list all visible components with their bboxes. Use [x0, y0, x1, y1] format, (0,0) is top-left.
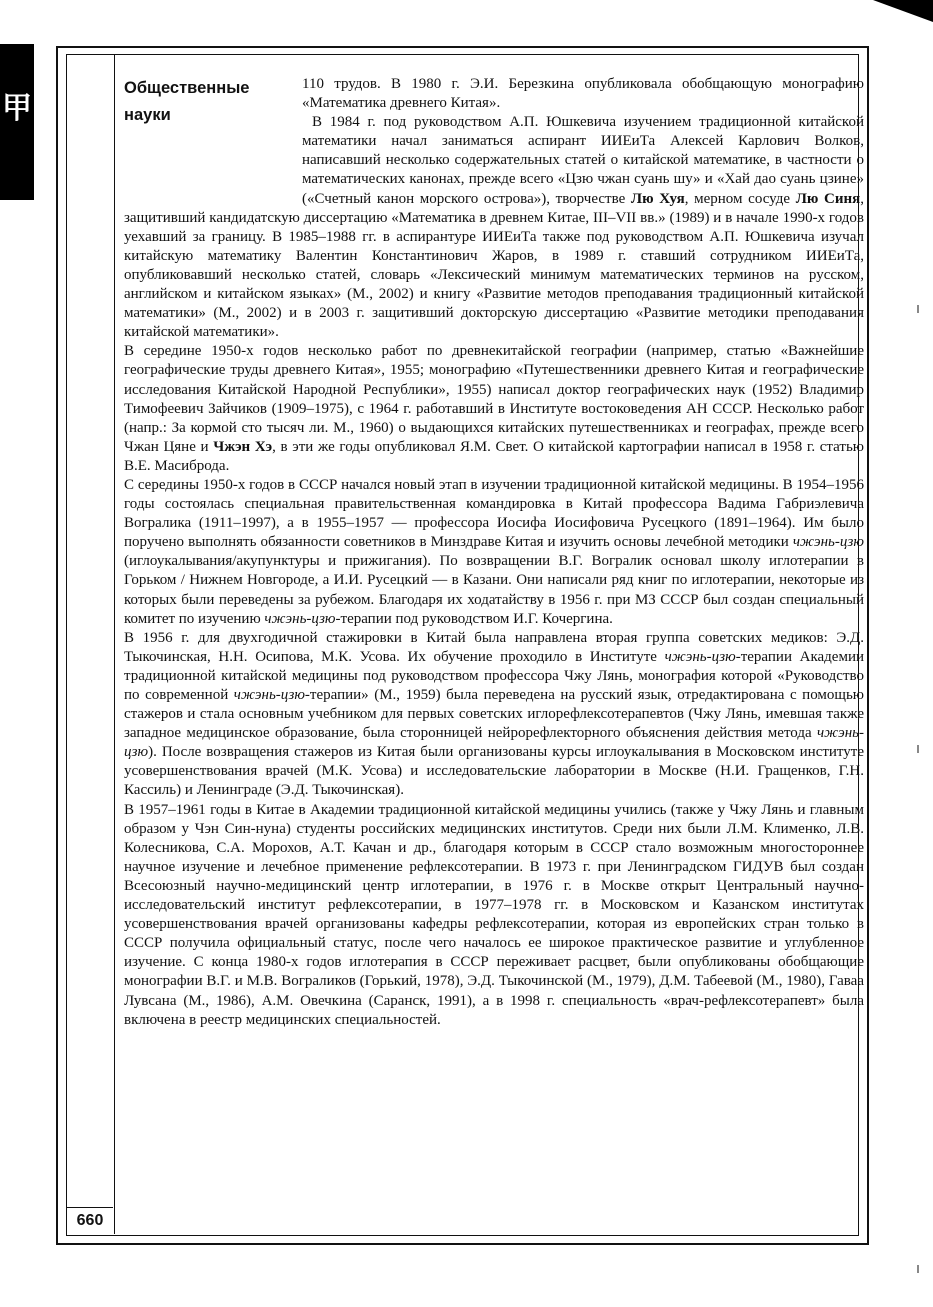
- italic-term: чжэнь-цзю: [233, 687, 305, 703]
- scan-speck: [917, 305, 919, 313]
- section-heading: [124, 75, 302, 193]
- paragraph: [124, 476, 864, 629]
- text-run: В середине 1950-х годов несколько работ по древнекитайской географии (например, статью «Важнейшие географические труды древнего Китая», 1955; монографию «Путешественники древнего Китая и географические исследования Китайской Народной Республики», 1955) написал доктор географических наук (1952) Владимир Тимофеевич Зайчиков (1909–1975), с 1964 г. работавший в Институте востоковедения АН СССР. Несколько работ (напр.: За кормой сто тысяч ли. М., 1960) о выдающихся китайских путешественниках и географах, прежде всего Чжан Цяне и: [124, 343, 864, 455]
- paragraph: [124, 342, 864, 476]
- italic-term: чжэнь-цзю: [124, 725, 864, 761]
- text-run: , защитивший кандидатскую диссертацию «Математика в древнем Китае, III–VII вв.» (1989) и в начале 1990-х годов уехавший за границу. В 1985–1988 гг. в аспирантуре ИИЕиТа также под руководством А.П. Юшкевича изучал китайскую математику Валентин Константинович Жаров, в 1989 г. ставший сотрудником ИИЕиТа, опубликовавший несколько статей, словарь «Лексический минимум математических терминов на русском, английском и китайском языках» (М., 2002) и книгу «Развитие методов преподавания традиционный китайской математики» (М., 2002) и в 2003 г. защитивший докторскую диссертацию «Развитие методики преподавания китайской математики».: [124, 190, 864, 341]
- gutter-divider: [114, 54, 115, 1234]
- paragraphs: [124, 75, 864, 1030]
- bold-name: Лю Синя: [795, 190, 861, 207]
- text-run: В 1957–1961 годы в Китае в Академии традиционной китайской медицины учились (также у Чжу Лянь и главным образом у Чэн Син-нуна) студенты российских медицинских институтов. Среди них были Л.М. Клименко, Л.В. Колесникова, С.А. Морохов, А.Т. Качан и др., благодаря которым в СССР стало возможным многостороннее научное изучение и лечебное применение рефлексотерапии. В 1973 г. при Ленинградском ГИДУВ был создан Всесоюзный научно-медицинский центр иглотерапии, в 1976 г. в Москве открыт Центральный научно-исследовательский институт рефлексотерапии, в 1977–1978 гг. в Московском и Казанском институтах усовершенствования врачей организованы кафедры рефлексотерапии, которая из европейских стран только в СССР получила официальный статус, после чего началось ее широкое практическое развитие и углубленное изучение. С конца 1980-х годов иглотерапия в СССР переживает расцвет, были опубликованы обобщающие монографии В.Г. и М.В. Вограликов (Горький, 1978), Э.Д. Тыкочинской (М., 1979), Д.М. Табеевой (М., 1980), Гаваа Лувсана (М., 1986), А.М. Овечкина (Саранск, 1991), а в 1998 г. специальность «врач-рефлексотерапевт» была включена в реестр медицинских специальностей.: [124, 801, 864, 1028]
- corner-mark: [873, 0, 933, 22]
- text-run: , в эти же годы опубликовал Я.М. Свет. О китайской картографии написал в 1958 г. статью В.Е. Масиброда.: [124, 438, 864, 474]
- section-heading-line1: Общественные: [124, 79, 250, 97]
- text-run: -терапии Академии традиционной китайской медицины под руководством профессора Чжу Лянь, монография которой «Руководство по современной: [124, 648, 864, 703]
- italic-term: чжэнь-цзю: [264, 610, 336, 627]
- side-tab-glyph: 甲: [2, 92, 32, 125]
- text-run: 110 трудов. В 1980 г. Э.И. Березкина опубликовала обобщающую монографию «Математика древнего Китая».: [302, 76, 864, 112]
- scan-speck: [917, 1265, 919, 1273]
- text-run: -терапии» (М., 1959) была переведена на русский язык, отредактирована с помощью стажеров и стала основным учебником для первых советских иглорефлексотерапевтов (Чжу Лянь, имевшая также западное медицинское образование, была сторонницей нейрорефлекторного объяснения действия метода: [124, 687, 864, 742]
- bold-name: Чжэн Хэ: [213, 438, 273, 455]
- side-tab: [0, 44, 34, 200]
- scan-speck: [917, 745, 919, 753]
- text-run: ). После возвращения стажеров из Китая были организованы курсы иглоукалывания в Московском институте усовершенствования врачей (М.К. Усова) и исследовательские лаборатории в Москве (Н.И. Гращенков, Г.Н. Кассиль) и Ленинграде (Э.Д. Тыкочинская).: [124, 744, 864, 799]
- section-heading-line2: науки: [124, 106, 171, 124]
- text-run: (иглоукалывания/акупунктуры и прижигания). По возвращении В.Г. Вогралик основал школу иглотерапии в Горьком / Нижнем Новгороде, а И.И. Русецкий — в Казани. Они написали ряд книг по иглотерапии, некоторые из которых были переведены за рубежом. Благодаря их ходатайству в 1956 г. при МЗ СССР был создан специальный комитет по изучению: [124, 553, 864, 627]
- text-run: , мерном сосуде: [684, 190, 796, 207]
- bold-name: Лю Хуя: [630, 190, 685, 207]
- text-run: В 1984 г. под руководством А.П. Юшкевича изучением традиционной китайской математики начал заниматься аспирант ИИЕиТа Алексей Карлович Волков, написавший несколько содержательных статей о китайской математике, в частности о математических канонах, прежде всего «Цзю чжан суань шу» и «Хай дао суань цзине» («Счетный канон морского острова»), творчестве: [302, 114, 864, 207]
- text-run: С середины 1950-х годов в СССР начался новый этап в изучении традиционной китайской медицины. В 1954–1956 годы состоялась специальная правительственная командировка в Китай профессора Вадима Габриэлевича Вогралика (1911–1997), а в 1955–1957 — профессора Иосифа Иосифовича Русецкого (1891–1964). Им было поручено выполнять обязанности советников в Минздраве Китая и изучить основы лечебной методики: [124, 476, 864, 551]
- paragraph: [124, 629, 864, 801]
- italic-term: чжэнь-цзю: [792, 534, 864, 551]
- text-run: В 1956 г. для двухгодичной стажировки в Китай была направлена вторая группа советских медиков: Э.Д. Тыкочинская, Н.Н. Осипова, М.К. Усова. Их обучение проходило в Институте: [124, 629, 864, 665]
- page-number: 660: [67, 1207, 113, 1234]
- article-body: [124, 75, 864, 1030]
- paragraph: [124, 801, 864, 1030]
- italic-term: чжэнь-цзю: [664, 648, 736, 665]
- text-run: -терапии под руководством И.Г. Кочергина.: [335, 610, 613, 627]
